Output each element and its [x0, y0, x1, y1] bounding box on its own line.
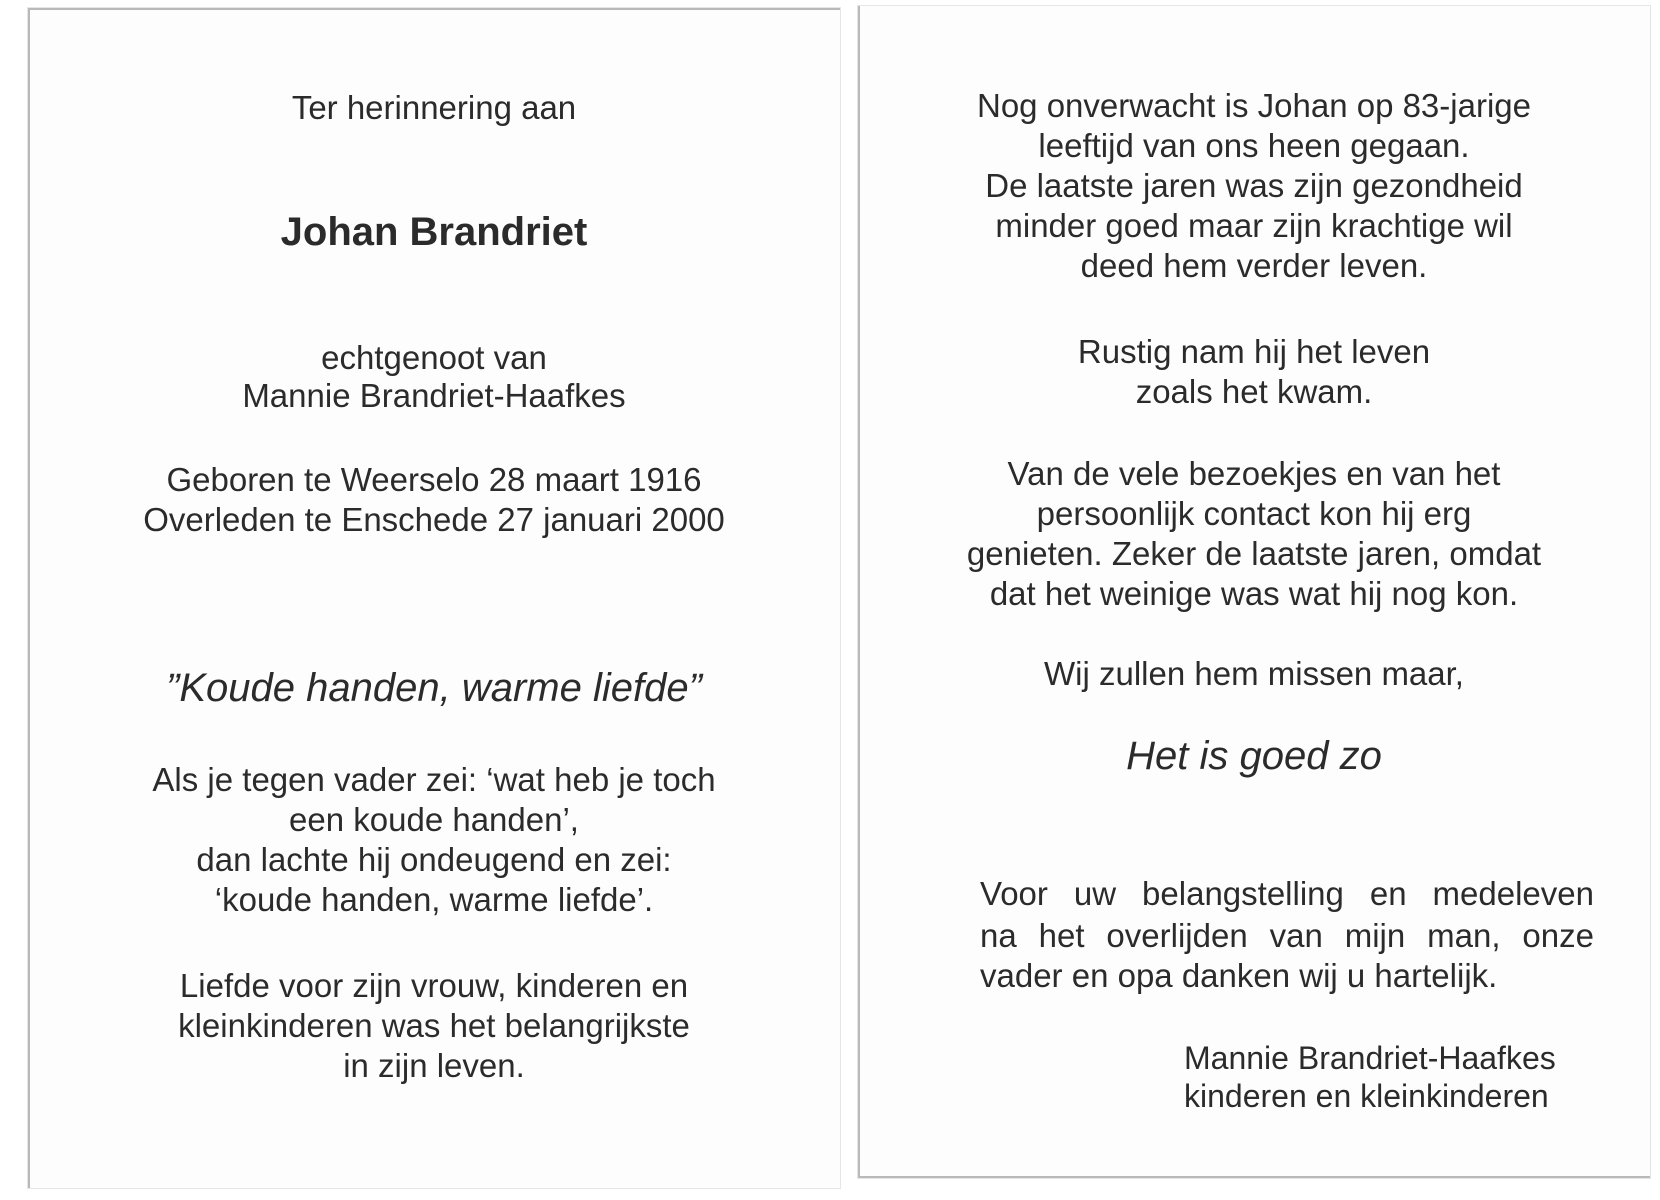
memorial-card-front	[28, 8, 840, 1188]
death-line: Overleden te Enschede 27 januari 2000	[143, 501, 725, 538]
paragraph-line: dat het weinige was wat hij nog kon.	[989, 575, 1519, 612]
paragraph-line: persoonlijk contact kon hij erg	[1036, 495, 1472, 532]
paragraph-line: zoals het kwam.	[1135, 373, 1373, 410]
paragraph-line: Nog onverwacht is Johan op 83-jarige	[977, 87, 1531, 124]
spouse-name: Mannie Brandriet-Haafkes	[242, 377, 626, 414]
spouse-label: echtgenoot van	[321, 339, 547, 376]
in-memory-heading: Ter herinnering aan	[291, 89, 577, 126]
thanks-line: vader en opa danken wij u hartelijk.	[980, 957, 1498, 994]
anecdote-line: Als je tegen vader zei: ‘wat heb je toch	[152, 761, 716, 798]
thanks-line: Voor uw belangstelling en medeleven	[980, 875, 1594, 912]
anecdote-line: ‘koude handen, warme liefde’.	[214, 881, 654, 918]
paragraph-line: deed hem verder leven.	[1080, 247, 1428, 284]
miss-line: Wij zullen hem missen maar,	[1044, 655, 1464, 692]
card-top-edge	[28, 8, 840, 10]
memorial-card-back	[858, 6, 1650, 1178]
closing-phrase: Het is goed zo	[1126, 734, 1382, 778]
paragraph-line: genieten. Zeker de laatste jaren, omdat	[966, 535, 1542, 572]
family-line: kleinkinderen was het belangrijkste	[178, 1007, 690, 1044]
signature-line: kinderen en kleinkinderen	[1184, 1078, 1549, 1114]
birth-line: Geboren te Weerselo 28 maart 1916	[166, 461, 702, 498]
paragraph-line: Van de vele bezoekjes en van het	[1007, 455, 1501, 492]
paragraph-line: minder goed maar zijn krachtige wil	[995, 207, 1513, 244]
paragraph-line: De laatste jaren was zijn gezondheid	[985, 167, 1523, 204]
thanks-line: na het overlijden van mijn man, onze	[980, 917, 1594, 954]
motto-quote: ”Koude handen, warme liefde”	[166, 666, 702, 710]
family-line: Liefde voor zijn vrouw, kinderen en	[179, 967, 689, 1004]
family-line: in zijn leven.	[343, 1047, 525, 1084]
paragraph-line: Rustig nam hij het leven	[1077, 333, 1431, 370]
anecdote-line: dan lachte hij ondeugend en zei:	[196, 841, 672, 878]
paragraph-line: leeftijd van ons heen gegaan.	[1038, 127, 1470, 164]
deceased-name: Johan Brandriet	[280, 210, 588, 254]
signature-line: Mannie Brandriet-Haafkes	[1184, 1040, 1556, 1076]
anecdote-line: een koude handen’,	[289, 801, 579, 838]
card-bottom-edge	[858, 1176, 1650, 1178]
